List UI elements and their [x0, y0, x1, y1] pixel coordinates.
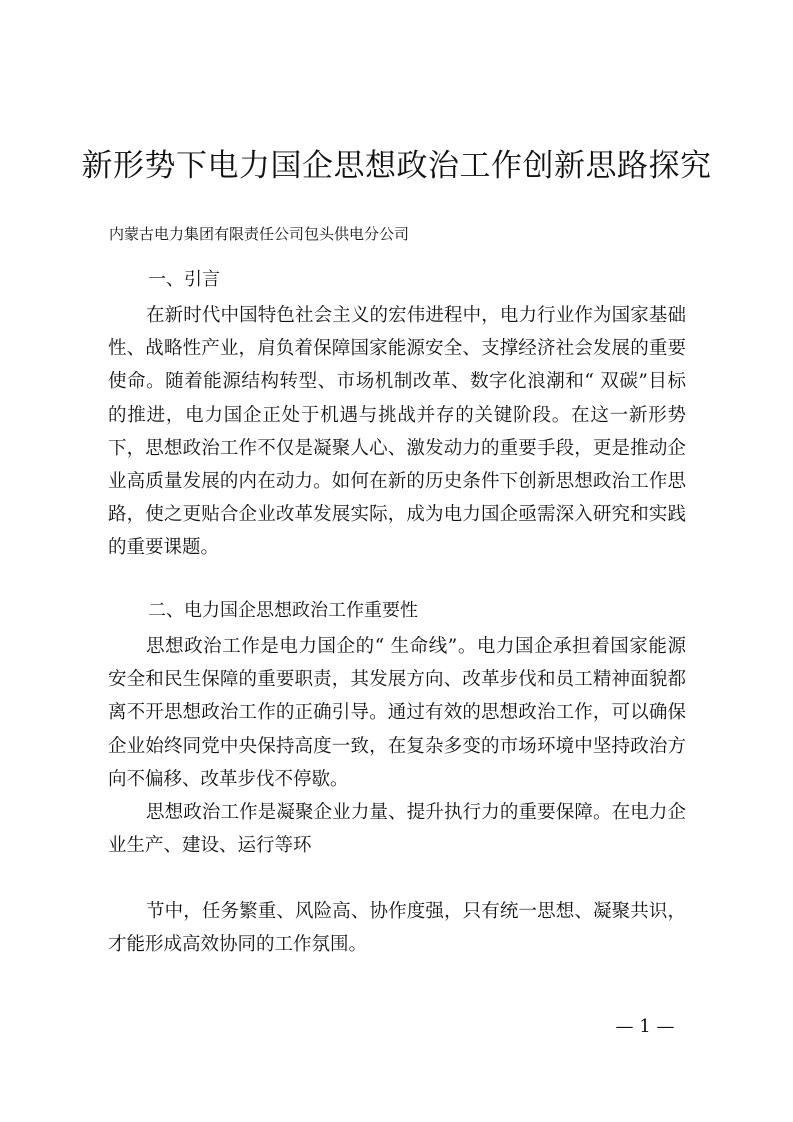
- section-heading-importance: 二、电力国企思想政治工作重要性: [148, 600, 418, 621]
- paragraph-introduction: 在新时代中国特色社会主义的宏伟进程中，电力行业作为国家基础性、战略性产业，肩负着保障国家能源安全、支撑经济社会发展的重要使命。随着能源结构转型、市场机制改革、数字化浪潮和“ 双碳”目标的推进，电力国企正处于机遇与挑战并存的关键阶段。在这一新形势下，思想政治工作不仅是凝聚人心、激发动力的重要手段，更是推动企业高质量发展的内在动力。如何在新的历史条件下创新思想政治工作思路，使之更贴合企业改革发展实际，成为电力国企亟需深入研究和实践的重要课题。: [108, 305, 686, 559]
- author-affiliation: 内蒙古电力集团有限责任公司包头供电分公司: [109, 225, 410, 243]
- paragraph-lifeline: 思想政治工作是电力国企的“ 生命线”。电力国企承担着国家能源安全和民生保障的重要职责，其发展方向、改革步伐和员工精神面貌都离不开思想政治工作的正确引导。通过有效的思想政治工作，可以确保企业始终同党中央保持高度一致，在复杂多变的市场环境中坚持政治方向不偏移、改革步伐不停歇。: [108, 636, 686, 790]
- paragraph-cohesion-continued: 节中，任务繁重、风险高、协作度强，只有统一思想、凝聚共识，才能形成高效协同的工作氛围。: [108, 901, 686, 956]
- paragraph-cohesion: 思想政治工作是凝聚企业力量、提升执行力的重要保障。在电力企业生产、建设、运行等环: [108, 802, 686, 857]
- page-number: — 1 —: [615, 1016, 675, 1037]
- document-title: 新形势下电力国企思想政治工作创新思路探究: [81, 148, 712, 184]
- section-heading-introduction: 一、引言: [148, 269, 220, 290]
